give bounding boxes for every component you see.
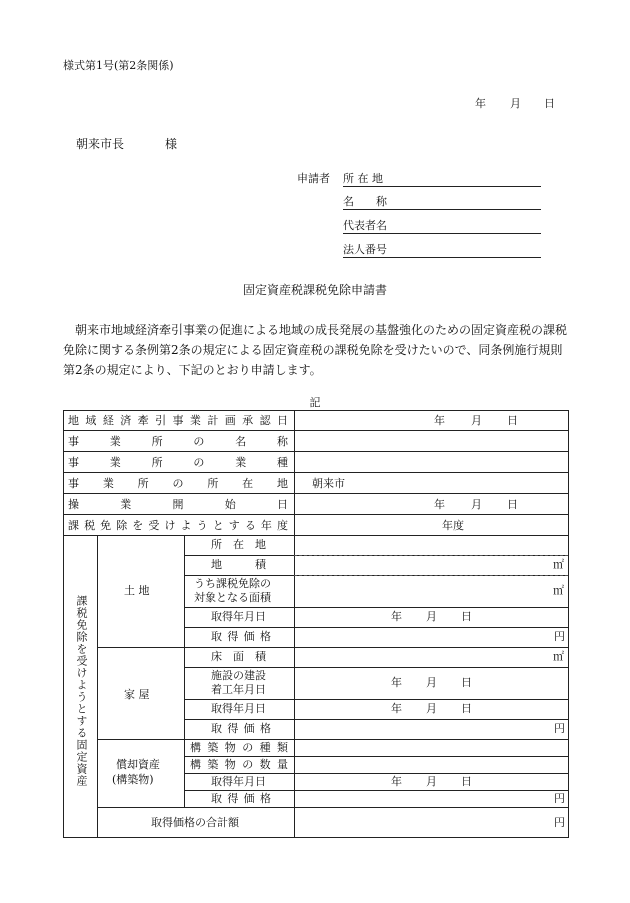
house-acquisition-date-label: 取得年月日 <box>211 702 266 715</box>
approval-date-label: 地域経済牽引事業計画承認日 <box>68 414 288 427</box>
applicant-address-field[interactable] <box>343 172 541 187</box>
applicant-representative-label: 代表者名 <box>343 219 387 232</box>
applicant-label: 申請者 <box>297 172 330 185</box>
approval-date-day: 日 <box>507 414 518 427</box>
land-acquisition-price-label: 取得価格 <box>211 630 271 643</box>
depreciable-sublabel: (構築物) <box>112 773 154 786</box>
operation-start-label: 操業開始日 <box>68 498 288 511</box>
structure-acquisition-year: 年 <box>391 775 402 788</box>
total-price-unit: 円 <box>554 816 565 829</box>
applicant-name-label: 名 称 <box>343 195 387 208</box>
land-acquisition-day: 日 <box>461 610 472 623</box>
addressee-honorific: 様 <box>165 137 178 151</box>
operation-start-year: 年 <box>434 498 445 511</box>
house-floor-area-label: 床 面 積 <box>211 650 266 663</box>
exemption-fiscal-year-label: 課税免除を受けようとする年度 <box>68 519 288 532</box>
body-text: 朝来市地域経済牽引事業の促進による地域の成長発展の基盤強化のための固定資産税の課税免除に関する条例第2条の規定による固定資産税の課税免除を受けたいので、同条例施行規則第2条の規定により、下記のとおり申請します。 <box>63 323 568 377</box>
house-construction-label-1: 施設の建設 <box>211 669 266 682</box>
house-acquisition-day: 日 <box>461 702 472 715</box>
house-floor-area-unit: ㎡ <box>553 650 564 663</box>
date-month-label: 月 <box>510 97 521 110</box>
date-year-label: 年 <box>475 97 486 110</box>
house-construction-day: 日 <box>461 676 472 689</box>
office-industry-label: 事業所の業種 <box>68 456 288 469</box>
house-construction-year: 年 <box>391 676 402 689</box>
operation-start-day: 日 <box>507 498 518 511</box>
document-title: 固定資産税課税免除申請書 <box>242 283 387 297</box>
structure-acquisition-price-label: 取得価格 <box>211 792 271 805</box>
operation-start-month: 月 <box>471 498 482 511</box>
exemption-fiscal-year-value: 年度 <box>442 519 464 532</box>
applicant-corporate-number-label: 法人番号 <box>343 243 387 256</box>
application-table <box>63 410 569 838</box>
house-construction-label-2: 着工年月日 <box>211 683 266 696</box>
form-number: 様式第1号(第2条関係) <box>63 59 174 72</box>
applicant-name-field[interactable] <box>343 195 541 210</box>
land-exempt-area-label-1: うち課税免除の <box>194 577 271 590</box>
house-acquisition-price-label: 取得価格 <box>211 722 271 735</box>
land-exempt-area-label-2: 対象となる面積 <box>194 591 271 604</box>
land-acquisition-date-label: 取得年月日 <box>211 610 266 623</box>
land-price-unit: 円 <box>554 630 565 643</box>
ki-label: 記 <box>309 396 321 409</box>
land-location-label: 所 在 地 <box>211 538 266 551</box>
total-price-label: 取得価格の合計額 <box>151 816 239 829</box>
structure-acquisition-month: 月 <box>426 775 437 788</box>
office-location-value: 朝来市 <box>312 477 345 490</box>
house-construction-month: 月 <box>426 676 437 689</box>
structure-type-label: 構築物の種類 <box>190 741 288 754</box>
asset-group-label: 課税免除を受けようとする固定資産 <box>75 595 88 787</box>
applicant-address-label: 所 在 地 <box>343 172 383 185</box>
applicant-representative-field[interactable] <box>343 219 541 234</box>
structure-quantity-label: 構築物の数量 <box>190 758 288 771</box>
house-acquisition-year: 年 <box>391 702 402 715</box>
land-area-unit: ㎡ <box>553 558 564 571</box>
structure-acquisition-date-label: 取得年月日 <box>211 775 266 788</box>
applicant-corporate-number-field[interactable] <box>343 243 541 258</box>
structure-acquisition-day: 日 <box>461 775 472 788</box>
house-label: 家 屋 <box>124 688 150 701</box>
office-name-label: 事業所の名称 <box>68 435 288 448</box>
structure-price-unit: 円 <box>554 792 565 805</box>
office-location-label: 事業所の所在地 <box>68 477 288 490</box>
addressee-name: 朝来市長 <box>76 137 125 151</box>
land-acquisition-year: 年 <box>391 610 402 623</box>
land-label: 土 地 <box>124 584 150 597</box>
house-acquisition-month: 月 <box>426 702 437 715</box>
approval-date-month: 月 <box>471 414 482 427</box>
house-price-unit: 円 <box>554 722 565 735</box>
depreciable-label: 償却資産 <box>116 758 160 771</box>
land-exempt-area-unit: ㎡ <box>553 584 564 597</box>
land-area-label: 地 積 <box>211 558 266 571</box>
date-day-label: 日 <box>544 97 555 110</box>
land-acquisition-month: 月 <box>426 610 437 623</box>
approval-date-year: 年 <box>434 414 445 427</box>
